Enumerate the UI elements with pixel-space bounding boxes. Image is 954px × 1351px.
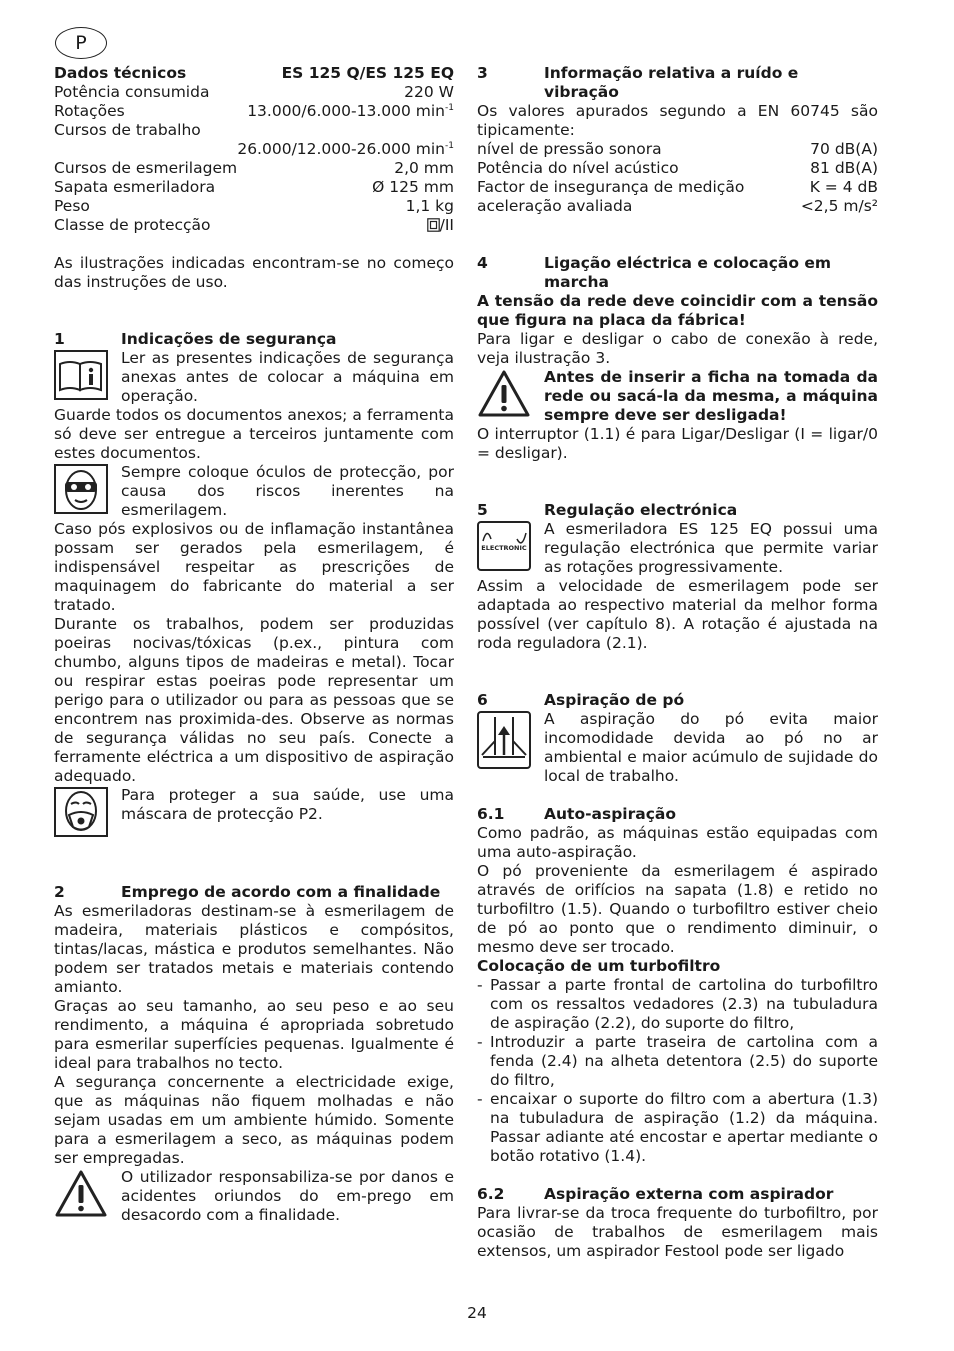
- tech-value: Ø 125 mm: [372, 178, 454, 196]
- s6-p1: A aspiração do pó evita maior incomodidade devida ao pó no ar ambiental e maior acúmulo de sujidade do local de trabalho.: [544, 710, 878, 785]
- section-1-heading: 1 Indicações de segurança: [54, 330, 337, 348]
- language-badge: P: [55, 27, 107, 59]
- page-number: 24: [467, 1304, 487, 1322]
- s1-p5: Durante os trabalhos, podem ser produzidas poeiras nocivas/tóxicas (p.ex., pintura com chumbo, alguns tipos de madeiras e metal). Tocar ou respirar estas poeiras pode representar um perigo para o utilizador ou para as pessoas que se encontrem nas proximida-des. Observe as normas de segurança válidas no seu país. Conecte a ferramente eléctrica a um dispositivo de aspiração adequado.: [54, 615, 454, 785]
- tech-value: 1,1 kg: [405, 197, 454, 215]
- left-column: [54, 64, 454, 1225]
- list-item: - encaixar o suporte do filtro com a abertura (1.3) na tubuladura de aspiração (1.2) da máquina. Passar adiante até encostar e apertar mediante o botão rotativo (1.4).: [477, 1090, 878, 1165]
- section-6-2-heading: 6.2 Aspiração externa com aspirador: [477, 1185, 834, 1203]
- s4-p2: Antes de inserir a ficha na tomada da rede ou sacá-la da mesma, a máquina sempre deve ser desligada!: [544, 368, 878, 424]
- warning-icon: [54, 1169, 108, 1219]
- section-2-heading: 2 Emprego de acordo com a finalidade: [54, 883, 441, 901]
- right-column: [477, 64, 878, 1261]
- s61-p1: Como padrão, as máquinas estão equipadas com uma auto-aspiração.: [477, 824, 878, 861]
- tech-table: [54, 83, 454, 235]
- tech-label: Sapata esmeriladora: [54, 178, 216, 196]
- dust-extraction-icon: [477, 711, 531, 769]
- safety-goggles-icon: [54, 464, 108, 514]
- tech-label: Peso: [54, 197, 90, 215]
- noise-row: aceleração avaliada <2,5 m/s²: [477, 197, 878, 215]
- tech-value: 26.000/12.000-26.000 $\min^{-1}$: [237, 140, 454, 158]
- s5-p1: A esmeriladora ES 125 EQ possui uma regulação electrónica que permite variar as rotações progressivamente.: [544, 520, 878, 576]
- noise-table: [477, 140, 878, 216]
- s2-p1: As esmeriladoras destinam-se à esmerilagem de madeira, materiais plásticos e compósitos, tintas/lacas, mástica e produtos semelhantes. Não podem ser tratados metais e materiais contendo amianto.: [54, 902, 454, 996]
- s5-p2: Assim a velocidade de esmerilagem pode ser adaptada ao respectivo material da melhor forma possível (ver capítulo 8). A rotação é ajustada na roda reguladora (2.1).: [477, 577, 878, 652]
- s3-intro: Os valores apurados segundo a EN 60745 são tipicamente:: [477, 102, 878, 139]
- s4-warning-text: A tensão da rede deve coincidir com a tensão que figura na placa da fábrica!: [477, 292, 878, 329]
- s2-p3: A segurança concernente a electricidade exige, que as máquinas não fiquem molhadas e não sejam usadas em um ambiente húmido. Somente para a esmerilagem a seco, as máquinas podem ser empregadas.: [54, 1073, 454, 1167]
- s1-read-row: [54, 349, 454, 406]
- tech-row: [54, 102, 454, 121]
- list-item: - Passar a parte frontal de cartolina do turbofiltro com os ressaltos vedadores (2.3) na tubuladura de aspiração (2.2), do suporte do filtro,: [477, 976, 878, 1032]
- section-6-heading: 6 Aspiração de pó: [477, 691, 685, 709]
- noise-row: Potência do nível acústico 81 dB(A): [477, 159, 878, 177]
- tech-label: Potência consumida: [54, 83, 210, 101]
- list-item: - Introduzir a parte traseira de cartolina com a fenda (2.4) na alheta detentora (2.5) do suporte do filtro,: [477, 1033, 878, 1089]
- tech-header: [54, 64, 454, 83]
- s5-row: [477, 520, 878, 577]
- tech-value: 2,0 mm: [394, 159, 454, 177]
- s61-p2: O pó proveniente da esmerilagem é aspirado através de orifícios na sapata (1.8) e retido no turbofiltro (1.5). Quando o turbofiltro estiver cheio de pó ao ponto que o rendimento diminuir, o mesmo deve ser trocado.: [477, 862, 878, 956]
- section-6-1-heading: 6.1 Auto-aspiração: [477, 805, 677, 823]
- s2-p2: Graças ao seu tamanho, ao seu peso e ao seu rendimento, a máquina é apropriada sobretudo para esmerilar superfícies pequenas. Igualmente é ideal para trabalhos no tecto.: [54, 997, 454, 1072]
- section-3-heading: 3 Informação relativa a ruído e vibração: [477, 64, 799, 101]
- s1-mask-row: [54, 786, 454, 837]
- s4-warning-row: [477, 368, 878, 425]
- tech-model: ES 125 Q/ES 125 EQ: [281, 64, 454, 82]
- tech-value: 13.000/6.000-13.000 $\min^{-1}$: [247, 102, 454, 120]
- s1-p4: Caso pós explosivos ou de inflamação instantânea possam ser gerados pela esmerilagem, é indispensável respeitar as prescrições de maquinagem do fabricante do material a ser tratado.: [54, 520, 454, 614]
- tech-value: 220 W: [404, 83, 454, 101]
- tech-label: Cursos de esmerilagem: [54, 159, 238, 177]
- noise-row: Factor de insegurança de medição K = 4 dB: [477, 178, 878, 196]
- protection-class-icon: [427, 218, 440, 232]
- tech-row: [54, 121, 454, 140]
- tech-row: [54, 140, 454, 159]
- section-4-heading: 4 Ligação eléctrica e colocação em marcha: [477, 254, 832, 291]
- svg-text:ELECTRONIC: ELECTRONIC: [481, 544, 527, 552]
- tech-label: Rotações: [54, 102, 125, 120]
- tech-label: Cursos de trabalho: [54, 121, 201, 139]
- s1-p1: Ler as presentes indicações de segurança anexas antes de colocar a máquina em operação.: [121, 349, 454, 405]
- tech-row: [54, 216, 454, 235]
- noise-row: nível de pressão sonora 70 dB(A): [477, 140, 878, 158]
- section-5-heading: 5 Regulação electrónica: [477, 501, 738, 519]
- s1-p3: Sempre coloque óculos de protecção, por causa dos riscos inerentes na esmerilagem.: [121, 463, 454, 519]
- s1-goggles-row: [54, 463, 454, 520]
- s6-row: [477, 710, 878, 786]
- tech-row: [54, 159, 454, 178]
- s2-p4: O utilizador responsabiliza-se por danos e acidentes oriundos do em-prego em desacordo com a finalidade.: [121, 1168, 454, 1224]
- dust-mask-icon: [54, 787, 108, 837]
- s2-warning-row: [54, 1168, 454, 1225]
- tech-label: Classe de protecção: [54, 216, 211, 234]
- tech-row: [54, 197, 454, 216]
- electronic-control-icon: [477, 521, 531, 571]
- tech-title: Dados técnicos: [54, 64, 187, 82]
- tech-row: [54, 83, 454, 102]
- warning-icon: [477, 369, 531, 419]
- tech-value: /II: [427, 216, 454, 235]
- s4-p1: Para ligar e desligar o cabo de conexão à rede, veja ilustração 3.: [477, 330, 878, 367]
- intro-text: As ilustrações indicadas encontram-se no começo das instruções de uso.: [54, 254, 454, 291]
- s1-p2: Guarde todos os documentos anexos; a ferramenta só deve ser entregue a terceiros juntamente com estes documentos.: [54, 406, 454, 462]
- read-manual-icon: [54, 350, 108, 400]
- tech-row: [54, 178, 454, 197]
- s1-p6: Para proteger a sua saúde, use uma máscara de protecção P2.: [121, 786, 454, 823]
- s62-p1: Para livrar-se da troca frequente do turbofiltro, por ocasião de trabalhos de esmerilagem mais extensos, um aspirador Festool pode ser ligado: [477, 1204, 878, 1260]
- s61-subheading: Colocação de um turbofiltro: [477, 957, 721, 975]
- s4-p3: O interruptor (1.1) é para Ligar/Desligar (I = ligar/0 = desligar).: [477, 425, 878, 462]
